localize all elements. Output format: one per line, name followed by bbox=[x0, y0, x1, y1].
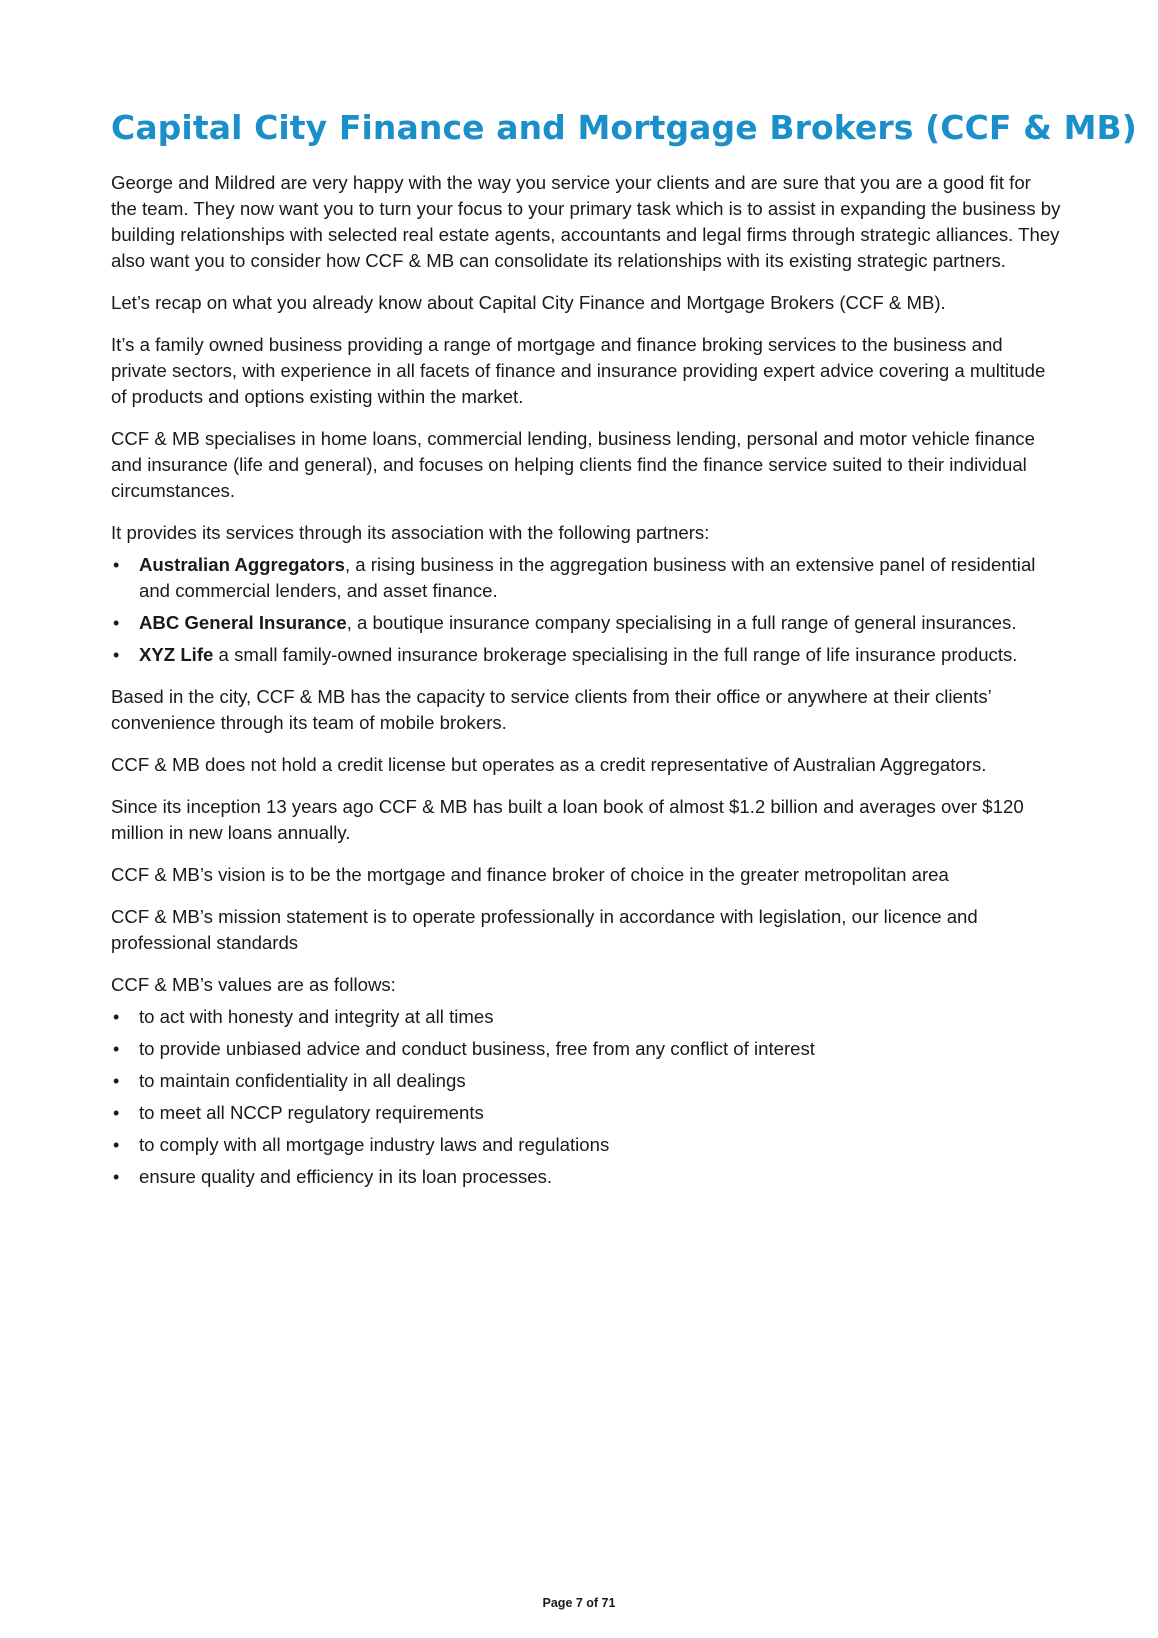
bullet-icon: • bbox=[113, 1071, 120, 1091]
partner-item bbox=[111, 610, 1061, 636]
value-text: to act with honesty and integrity at all times bbox=[139, 1006, 494, 1027]
intro-paragraph: George and Mildred are very happy with the way you service your clients and are sure that you are a good fit for the team. They now want you to turn your focus to your primary task which is to assist in expanding the business by building relationships with selected real estate agents, accountants and legal firms through strategic alliances. They also want you to consider how CCF & MB can consolidate its relationships with its existing strategic partners. bbox=[111, 172, 1061, 271]
partner-name: Australian Aggregators bbox=[139, 554, 345, 575]
value-text: to maintain confidentiality in all dealings bbox=[139, 1070, 466, 1091]
value-text: to comply with all mortgage industry laws and regulations bbox=[139, 1134, 610, 1155]
bullet-icon: • bbox=[113, 1039, 120, 1059]
value-text: ensure quality and efficiency in its loan processes. bbox=[139, 1166, 553, 1187]
bullet-icon: • bbox=[113, 1103, 120, 1123]
partner-name: ABC General Insurance bbox=[139, 612, 347, 633]
bullet-icon: • bbox=[113, 1135, 120, 1155]
partners-intro-paragraph: It provides its services through its association with the following partners: bbox=[111, 522, 710, 543]
specialisation-paragraph: CCF & MB specialises in home loans, commercial lending, business lending, personal and motor vehicle finance and insurance (life and general), and focuses on helping clients find the finance service suited to their individual circumstances. bbox=[111, 428, 1035, 501]
partner-description: a small family-owned insurance brokerage specialising in the full range of life insurance products. bbox=[213, 644, 1018, 665]
value-item bbox=[111, 1100, 1061, 1126]
loan-book-paragraph: Since its inception 13 years ago CCF & MB has built a loan book of almost $1.2 billion and averages over $120 million in new loans annually. bbox=[111, 796, 1024, 843]
page-footer bbox=[0, 1596, 1158, 1610]
value-text: to provide unbiased advice and conduct business, free from any conflict of interest bbox=[139, 1038, 815, 1059]
value-text: to meet all NCCP regulatory requirements bbox=[139, 1102, 484, 1123]
values-list bbox=[111, 1004, 1061, 1190]
bullet-icon: • bbox=[113, 555, 120, 575]
bullet-icon: • bbox=[113, 613, 120, 633]
partner-description: , a boutique insurance company specialising in a full range of general insurances. bbox=[346, 612, 1017, 633]
partner-item bbox=[111, 642, 1061, 668]
value-item bbox=[111, 1004, 1061, 1030]
page-content bbox=[111, 108, 1137, 1206]
page-title: Capital City Finance and Mortgage Brokers (CCF & MB) bbox=[111, 108, 1137, 147]
vision-paragraph: CCF & MB’s vision is to be the mortgage and finance broker of choice in the greater metropolitan area bbox=[111, 864, 949, 885]
mission-paragraph: CCF & MB’s mission statement is to operate professionally in accordance with legislation, our licence and professional standards bbox=[111, 906, 978, 953]
value-item bbox=[111, 1036, 1061, 1062]
bullet-icon: • bbox=[113, 1167, 120, 1187]
recap-paragraph: Let’s recap on what you already know about Capital City Finance and Mortgage Brokers (CCF & MB). bbox=[111, 292, 946, 313]
bullet-icon: • bbox=[113, 645, 120, 665]
partner-name: XYZ Life bbox=[139, 644, 214, 665]
page-number: Page 7 of 71 bbox=[542, 1596, 616, 1610]
value-item bbox=[111, 1132, 1061, 1158]
location-paragraph: Based in the city, CCF & MB has the capacity to service clients from their office or anywhere at their clients’ convenience through its team of mobile brokers. bbox=[111, 686, 992, 733]
value-item bbox=[111, 1068, 1061, 1094]
business-description-paragraph: It’s a family owned business providing a range of mortgage and finance broking services to the business and private sectors, with experience in all facets of finance and insurance providing expert advice covering a multitude of products and options existing within the market. bbox=[111, 334, 1046, 407]
partner-item bbox=[111, 552, 1061, 604]
values-intro-paragraph: CCF & MB’s values are as follows: bbox=[111, 974, 396, 995]
value-item bbox=[111, 1164, 1061, 1190]
bullet-icon: • bbox=[113, 1007, 120, 1027]
partner-description: , a rising business in the aggregation business with an extensive panel of residential and commercial lenders, and asset finance. bbox=[139, 554, 1036, 601]
credit-license-paragraph: CCF & MB does not hold a credit license but operates as a credit representative of Australian Aggregators. bbox=[111, 754, 987, 775]
partners-list bbox=[111, 552, 1061, 668]
